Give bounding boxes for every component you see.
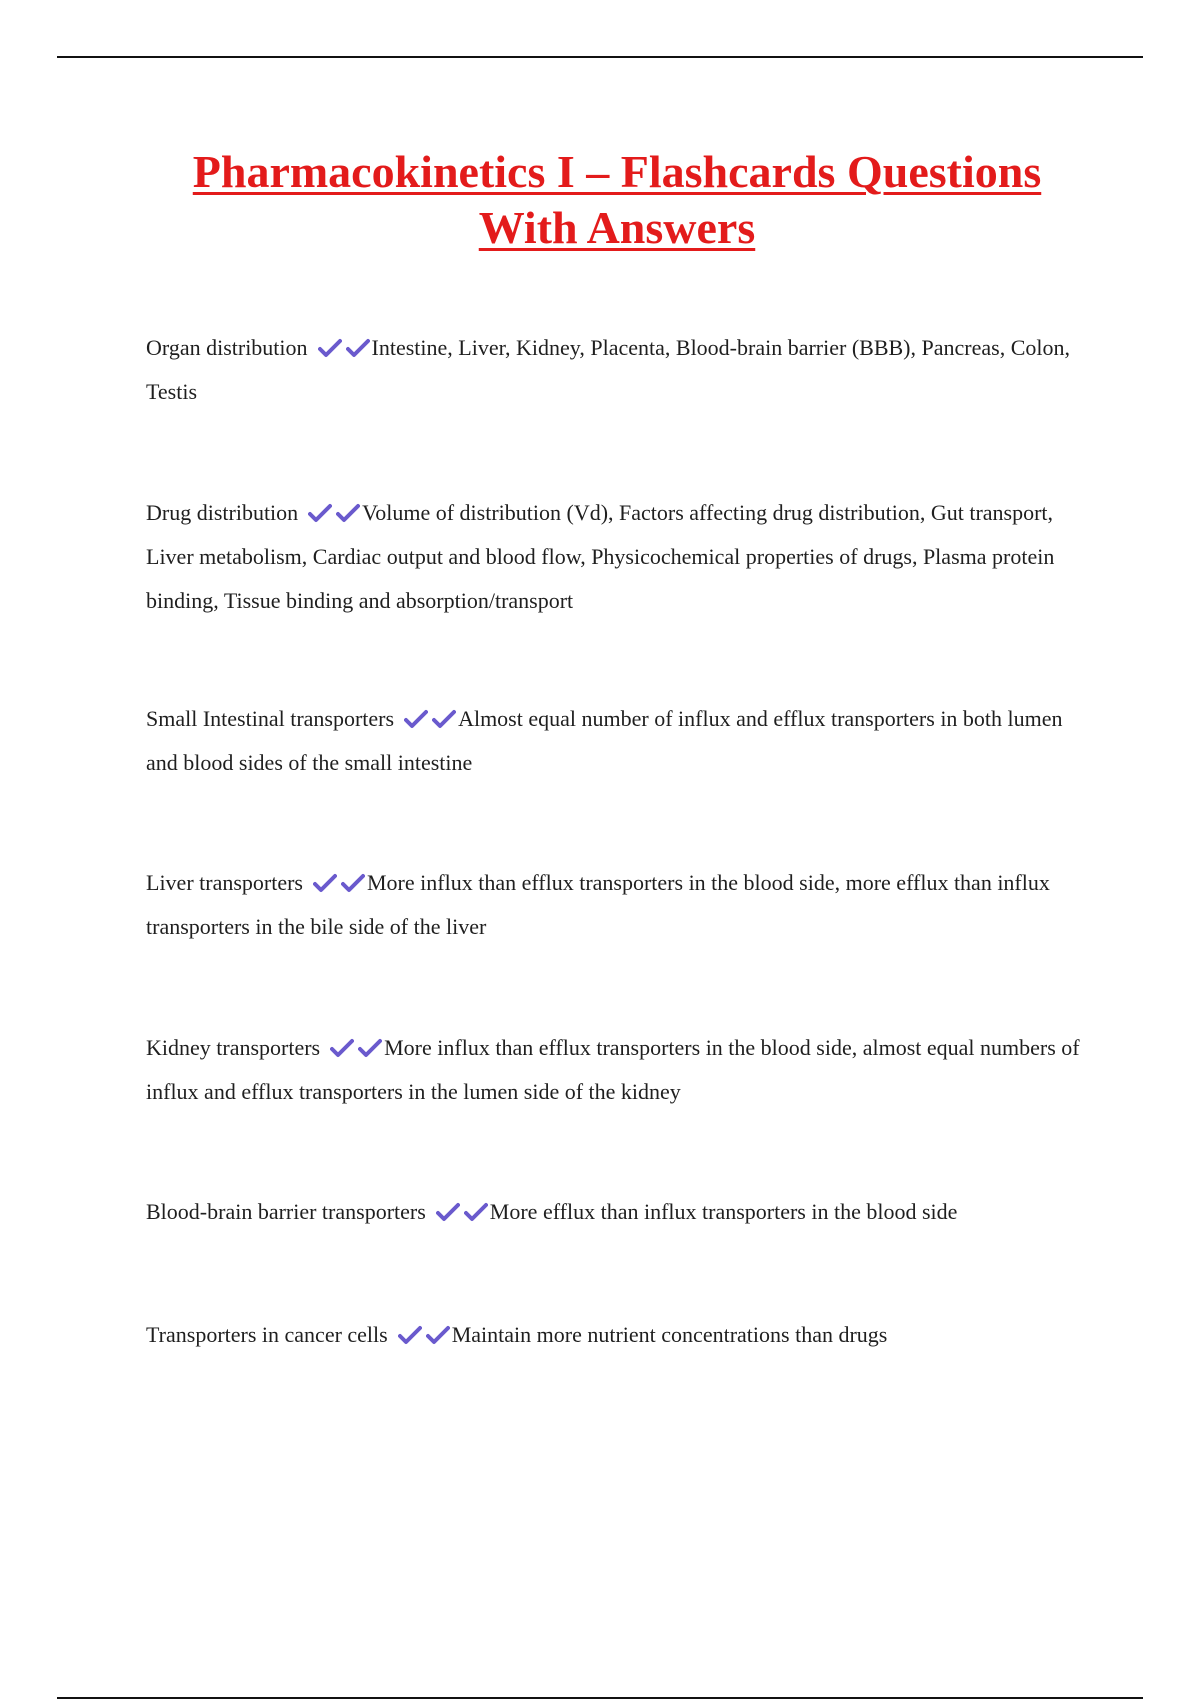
flashcard	[146, 491, 1096, 623]
flashcard-question: Blood-brain barrier transporters	[146, 1199, 426, 1224]
checkmark-icon	[398, 1325, 422, 1345]
flashcard-question: Transporters in cancer cells	[146, 1322, 388, 1347]
flashcard-answer: Volume of distribution (Vd), Factors affecting drug distribution, Gut transport, Liver metabolism, Cardiac output and blood flow, Physicochemical properties of drugs, Plasma protein binding, Tissue binding and absorption/transport	[146, 500, 1055, 613]
checkmark-icon	[330, 1038, 354, 1058]
bottom-divider	[57, 1697, 1143, 1699]
checkmark-icon	[336, 503, 360, 523]
title-line-1: Pharmacokinetics I – Flashcards Questions	[192, 146, 1042, 197]
checkmark-icon	[341, 873, 365, 893]
checkmark-icon	[313, 873, 337, 893]
flashcard	[146, 326, 1096, 414]
flashcard-answer: Maintain more nutrient concentrations than drugs	[451, 1322, 888, 1347]
checkmark-icon	[346, 338, 370, 358]
flashcard	[146, 1313, 1096, 1357]
check-pair	[326, 1035, 382, 1060]
checkmark-icon	[426, 1325, 450, 1345]
page-title	[0, 144, 1200, 256]
flashcard-answer: More influx than efflux transporters in the blood side, almost equal numbers of influx and efflux transporters in the lumen side of the kidney	[146, 1035, 1080, 1104]
checkmark-icon	[432, 709, 456, 729]
checkmark-icon	[318, 338, 342, 358]
flashcard-question: Liver transporters	[146, 870, 303, 895]
flashcard-question: Drug distribution	[146, 500, 299, 525]
checkmark-icon	[404, 709, 428, 729]
check-pair	[314, 335, 370, 360]
check-pair	[394, 1322, 450, 1347]
flashcard-question: Kidney transporters	[146, 1035, 321, 1060]
check-pair	[432, 1199, 488, 1224]
top-divider	[57, 56, 1143, 58]
flashcard-answer: Almost equal number of influx and efflux transporters in both lumen and blood sides of the small intestine	[146, 706, 1063, 775]
check-pair	[304, 500, 360, 525]
check-pair	[400, 706, 456, 731]
flashcard	[146, 861, 1096, 949]
checkmark-icon	[464, 1202, 488, 1222]
flashcard	[146, 1190, 1096, 1234]
flashcard-answer: More efflux than influx transporters in the blood side	[489, 1199, 958, 1224]
flashcard-answer: More influx than efflux transporters in the blood side, more efflux than influx transporters in the bile side of the liver	[146, 870, 1050, 939]
flashcard-answer: Intestine, Liver, Kidney, Placenta, Blood-brain barrier (BBB), Pancreas, Colon, Testis	[146, 335, 1070, 404]
check-pair	[309, 870, 365, 895]
title-line-2: With Answers	[478, 202, 756, 253]
checkmark-icon	[308, 503, 332, 523]
flashcard	[146, 1026, 1096, 1114]
checkmark-icon	[436, 1202, 460, 1222]
checkmark-icon	[358, 1038, 382, 1058]
flashcard-question: Organ distribution	[146, 335, 308, 360]
flashcard	[146, 697, 1096, 785]
flashcard-question: Small Intestinal transporters	[146, 706, 395, 731]
